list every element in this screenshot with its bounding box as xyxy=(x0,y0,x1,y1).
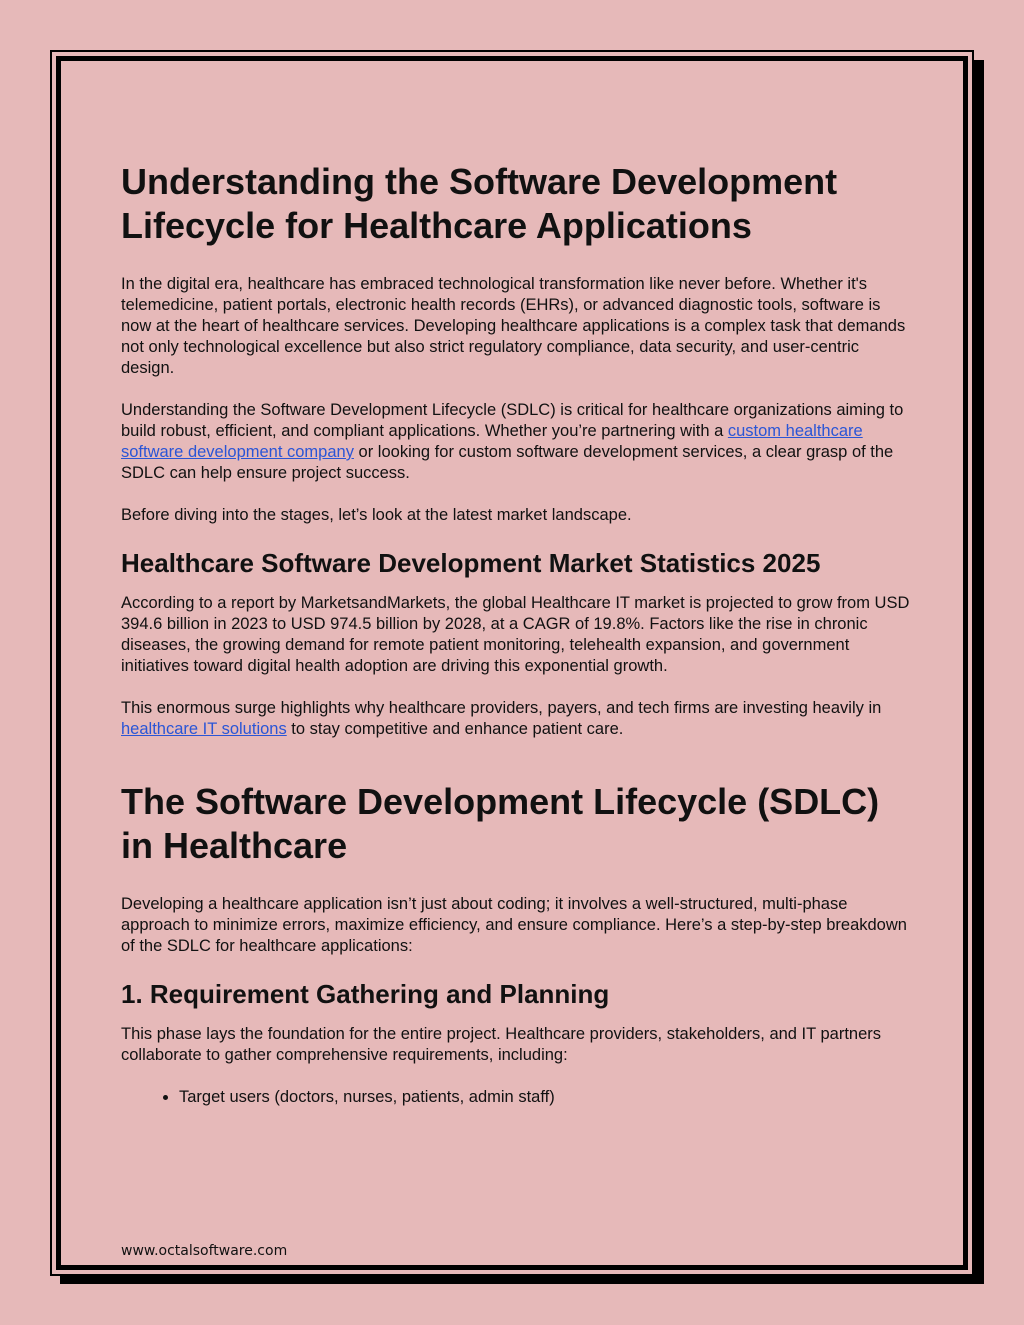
market-statistics-paragraph-2 xyxy=(121,698,911,740)
requirement-gathering-paragraph: This phase lays the foundation for the entire project. Healthcare providers, stakeholders, and IT partners collaborate to gather comprehensive requirements, including: xyxy=(121,1025,882,1064)
intro-paragraph-2 xyxy=(121,400,911,484)
sdlc-title: The Software Development Lifecycle (SDLC) in Healthcare xyxy=(121,781,880,866)
main-title: Understanding the Software Development Lifecycle for Healthcare Applications xyxy=(121,161,838,246)
requirement-gathering-heading: 1. Requirement Gathering and Planning xyxy=(121,979,610,1009)
document-body xyxy=(121,160,911,1108)
market-statistics-paragraph-2-text-after: to stay competitive and enhance patient care. xyxy=(286,720,624,738)
intro-paragraph-1: In the digital era, healthcare has embraced technological transformation like never before. Whether it's telemedicine, patient portals, electronic health records (EHRs), or advanced diagnostic tools, software is now at the heart of healthcare services. Developing healthcare applications is a complex task that demands not only technological excellence but also strict regulatory compliance, data security, and user-centric design. xyxy=(121,275,906,377)
list-item: • Target users (doctors, nurses, patients, admin staff) xyxy=(179,1087,911,1108)
market-statistics-heading: Healthcare Software Development Market Statistics 2025 xyxy=(121,548,821,578)
intro-paragraph-2-text-before: Understanding the Software Development Lifecycle (SDLC) is critical for healthcare organizations aiming to build robust, efficient, and compliant applications. Whether you’re partnering with a xyxy=(121,401,904,440)
intro-paragraph-3: Before diving into the stages, let’s look at the latest market landscape. xyxy=(121,506,632,524)
footer-website: www.octalsoftware.com xyxy=(121,1243,288,1259)
requirements-list xyxy=(121,1087,911,1108)
custom-healthcare-software-link[interactable]: custom healthcare software development company xyxy=(121,422,863,461)
market-statistics-paragraph-2-text-before: This enormous surge highlights why healthcare providers, payers, and tech firms are investing heavily in xyxy=(121,699,882,717)
healthcare-it-solutions-link[interactable]: healthcare IT solutions xyxy=(121,720,287,738)
sdlc-paragraph-1: Developing a healthcare application isn’t just about coding; it involves a well-structured, multi-phase approach to minimize errors, maximize efficiency, and ensure compliance. Here’s a step-by-step breakdown of the SDLC for healthcare applications: xyxy=(121,895,907,955)
intro-paragraph-2-text-after: or looking for custom software development services, a clear grasp of the SDLC can help ensure project success. xyxy=(121,443,894,482)
market-statistics-paragraph-1: According to a report by MarketsandMarkets, the global Healthcare IT market is projected to grow from USD 394.6 billion in 2023 to USD 974.5 billion by 2028, at a CAGR of 19.8%. Factors like the rise in chronic diseases, the growing demand for remote patient monitoring, telehealth expansion, and government initiatives toward digital health adoption are driving this exponential growth. xyxy=(121,594,910,675)
